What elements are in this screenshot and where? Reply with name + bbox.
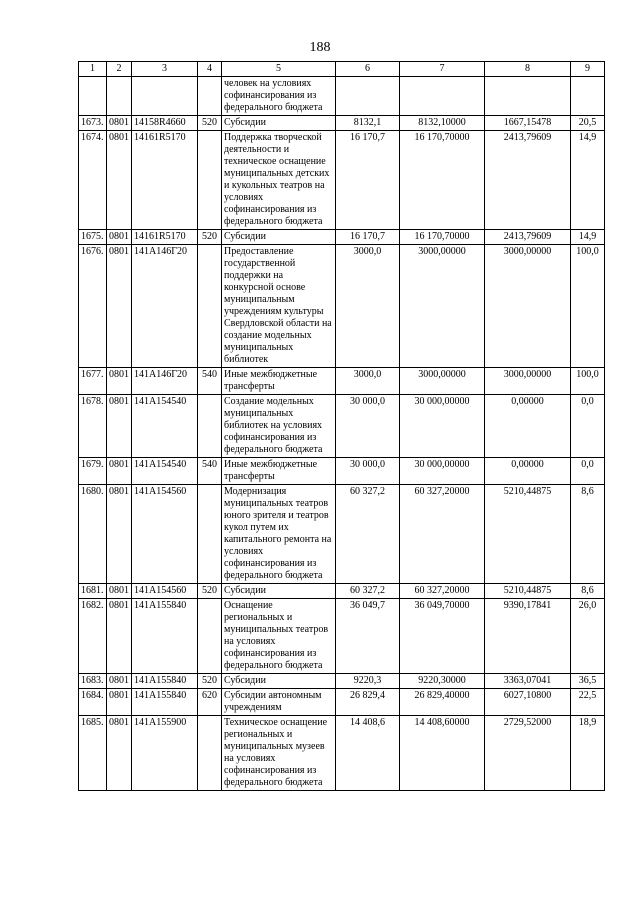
executed-amount: 2413,79609: [485, 230, 571, 245]
row-number: 1676.: [79, 245, 107, 368]
row-number: 1683.: [79, 674, 107, 689]
table-row: [79, 689, 605, 716]
executed-amount: 1667,15478: [485, 116, 571, 131]
execution-percent: 8,6: [571, 584, 605, 599]
budget-amount: 14 408,60000: [400, 716, 485, 791]
executed-amount: 0,00000: [485, 395, 571, 458]
approved-amount: 3000,0: [336, 245, 400, 368]
budget-amount: 16 170,70000: [400, 230, 485, 245]
column-header: 9: [571, 62, 605, 77]
table-row: [79, 584, 605, 599]
table-row: [79, 77, 605, 116]
approved-amount: [336, 77, 400, 116]
expense-type: [198, 485, 222, 584]
table-row: [79, 116, 605, 131]
target-code: [132, 77, 198, 116]
table-row: [79, 245, 605, 368]
approved-amount: 26 829,4: [336, 689, 400, 716]
item-name: Субсидии: [222, 584, 336, 599]
executed-amount: 2413,79609: [485, 131, 571, 230]
budget-amount: 9220,30000: [400, 674, 485, 689]
section-code: 0801: [107, 395, 132, 458]
table-row: [79, 395, 605, 458]
budget-amount: 26 829,40000: [400, 689, 485, 716]
expense-type: [198, 131, 222, 230]
target-code: 141A155840: [132, 689, 198, 716]
target-code: 14161R5170: [132, 131, 198, 230]
item-name: Субсидии: [222, 230, 336, 245]
row-number: 1674.: [79, 131, 107, 230]
item-name: Поддержка творческой деятельности и техническое оснащение муниципальных детских и кукольных театров на условиях софинансирования из федерального бюджета: [222, 131, 336, 230]
row-number: 1682.: [79, 599, 107, 674]
executed-amount: 6027,10800: [485, 689, 571, 716]
execution-percent: 0,0: [571, 458, 605, 485]
execution-percent: 18,9: [571, 716, 605, 791]
budget-amount: 3000,00000: [400, 245, 485, 368]
budget-table: [78, 61, 605, 791]
expense-type: [198, 599, 222, 674]
target-code: 14158R4660: [132, 116, 198, 131]
table-row: [79, 458, 605, 485]
section-code: 0801: [107, 599, 132, 674]
item-name: Иные межбюджетные трансферты: [222, 368, 336, 395]
row-number: 1680.: [79, 485, 107, 584]
executed-amount: 5210,44875: [485, 584, 571, 599]
item-name: Иные межбюджетные трансферты: [222, 458, 336, 485]
target-code: 141A146Г20: [132, 245, 198, 368]
row-number: 1685.: [79, 716, 107, 791]
table-row: [79, 485, 605, 584]
target-code: 141A154540: [132, 458, 198, 485]
executed-amount: 0,00000: [485, 458, 571, 485]
section-code: 0801: [107, 368, 132, 395]
budget-amount: 36 049,70000: [400, 599, 485, 674]
expense-type: 540: [198, 458, 222, 485]
header-row: [79, 62, 605, 77]
execution-percent: 100,0: [571, 368, 605, 395]
row-number: 1673.: [79, 116, 107, 131]
row-number: 1681.: [79, 584, 107, 599]
column-header: 5: [222, 62, 336, 77]
target-code: 141A154540: [132, 395, 198, 458]
executed-amount: 3363,07041: [485, 674, 571, 689]
execution-percent: 26,0: [571, 599, 605, 674]
item-name: Предоставление государственной поддержки на конкурсной основе муниципальным учреждениям культуры Свердловской области на создание модельных муниципальных библиотек: [222, 245, 336, 368]
target-code: 141A154560: [132, 485, 198, 584]
target-code: 141A155840: [132, 599, 198, 674]
expense-type: [198, 716, 222, 791]
approved-amount: 9220,3: [336, 674, 400, 689]
table-row: [79, 131, 605, 230]
budget-amount: 60 327,20000: [400, 584, 485, 599]
executed-amount: 3000,00000: [485, 245, 571, 368]
execution-percent: 14,9: [571, 230, 605, 245]
approved-amount: 16 170,7: [336, 230, 400, 245]
section-code: 0801: [107, 485, 132, 584]
row-number: 1684.: [79, 689, 107, 716]
column-header: 8: [485, 62, 571, 77]
page-number: 188: [309, 40, 331, 55]
budget-amount: 3000,00000: [400, 368, 485, 395]
section-code: 0801: [107, 116, 132, 131]
section-code: 0801: [107, 716, 132, 791]
item-name: Субсидии: [222, 116, 336, 131]
executed-amount: 5210,44875: [485, 485, 571, 584]
row-number: 1679.: [79, 458, 107, 485]
target-code: 141A154560: [132, 584, 198, 599]
expense-type: [198, 395, 222, 458]
section-code: 0801: [107, 230, 132, 245]
section-code: [107, 77, 132, 116]
execution-percent: 8,6: [571, 485, 605, 584]
item-name: человек на условиях софинансирования из федерального бюджета: [222, 77, 336, 116]
expense-type: 520: [198, 116, 222, 131]
column-header: 4: [198, 62, 222, 77]
section-code: 0801: [107, 674, 132, 689]
table-row: [79, 716, 605, 791]
approved-amount: 60 327,2: [336, 485, 400, 584]
item-name: Оснащение региональных и муниципальных театров на условиях софинансирования из федерального бюджета: [222, 599, 336, 674]
section-code: 0801: [107, 245, 132, 368]
table-row: [79, 368, 605, 395]
executed-amount: 3000,00000: [485, 368, 571, 395]
table-row: [79, 599, 605, 674]
column-header: 2: [107, 62, 132, 77]
item-name: Модернизация муниципальных театров юного зрителя и театров кукол путем их капитального ремонта на условиях софинансирования из федерального бюджета: [222, 485, 336, 584]
execution-percent: 14,9: [571, 131, 605, 230]
row-number: 1678.: [79, 395, 107, 458]
table-row: [79, 230, 605, 245]
execution-percent: 0,0: [571, 395, 605, 458]
target-code: 14161R5170: [132, 230, 198, 245]
section-code: 0801: [107, 584, 132, 599]
section-code: 0801: [107, 458, 132, 485]
row-number: [79, 77, 107, 116]
row-number: 1677.: [79, 368, 107, 395]
column-header: 7: [400, 62, 485, 77]
approved-amount: 30 000,0: [336, 458, 400, 485]
execution-percent: 36,5: [571, 674, 605, 689]
expense-type: 520: [198, 584, 222, 599]
expense-type: 520: [198, 674, 222, 689]
expense-type: [198, 77, 222, 116]
approved-amount: 36 049,7: [336, 599, 400, 674]
target-code: 141A155840: [132, 674, 198, 689]
approved-amount: 16 170,7: [336, 131, 400, 230]
item-name: Субсидии автономным учреждениям: [222, 689, 336, 716]
expense-type: 540: [198, 368, 222, 395]
budget-amount: 8132,10000: [400, 116, 485, 131]
target-code: 141A155900: [132, 716, 198, 791]
execution-percent: 100,0: [571, 245, 605, 368]
approved-amount: 8132,1: [336, 116, 400, 131]
item-name: Субсидии: [222, 674, 336, 689]
column-header: 1: [79, 62, 107, 77]
budget-amount: 60 327,20000: [400, 485, 485, 584]
execution-percent: [571, 77, 605, 116]
section-code: 0801: [107, 131, 132, 230]
execution-percent: 20,5: [571, 116, 605, 131]
execution-percent: 22,5: [571, 689, 605, 716]
column-header: 6: [336, 62, 400, 77]
expense-type: [198, 245, 222, 368]
expense-type: 620: [198, 689, 222, 716]
section-code: 0801: [107, 689, 132, 716]
expense-type: 520: [198, 230, 222, 245]
executed-amount: 9390,17841: [485, 599, 571, 674]
column-header: 3: [132, 62, 198, 77]
approved-amount: 14 408,6: [336, 716, 400, 791]
budget-amount: 16 170,70000: [400, 131, 485, 230]
item-name: Создание модельных муниципальных библиотек на условиях софинансирования из федерального бюджета: [222, 395, 336, 458]
target-code: 141A146Г20: [132, 368, 198, 395]
table-row: [79, 674, 605, 689]
approved-amount: 3000,0: [336, 368, 400, 395]
approved-amount: 60 327,2: [336, 584, 400, 599]
approved-amount: 30 000,0: [336, 395, 400, 458]
row-number: 1675.: [79, 230, 107, 245]
budget-amount: [400, 77, 485, 116]
budget-amount: 30 000,00000: [400, 458, 485, 485]
table-body: [79, 77, 605, 791]
item-name: Техническое оснащение региональных и муниципальных музеев на условиях софинансирования из федерального бюджета: [222, 716, 336, 791]
budget-amount: 30 000,00000: [400, 395, 485, 458]
executed-amount: [485, 77, 571, 116]
executed-amount: 2729,52000: [485, 716, 571, 791]
